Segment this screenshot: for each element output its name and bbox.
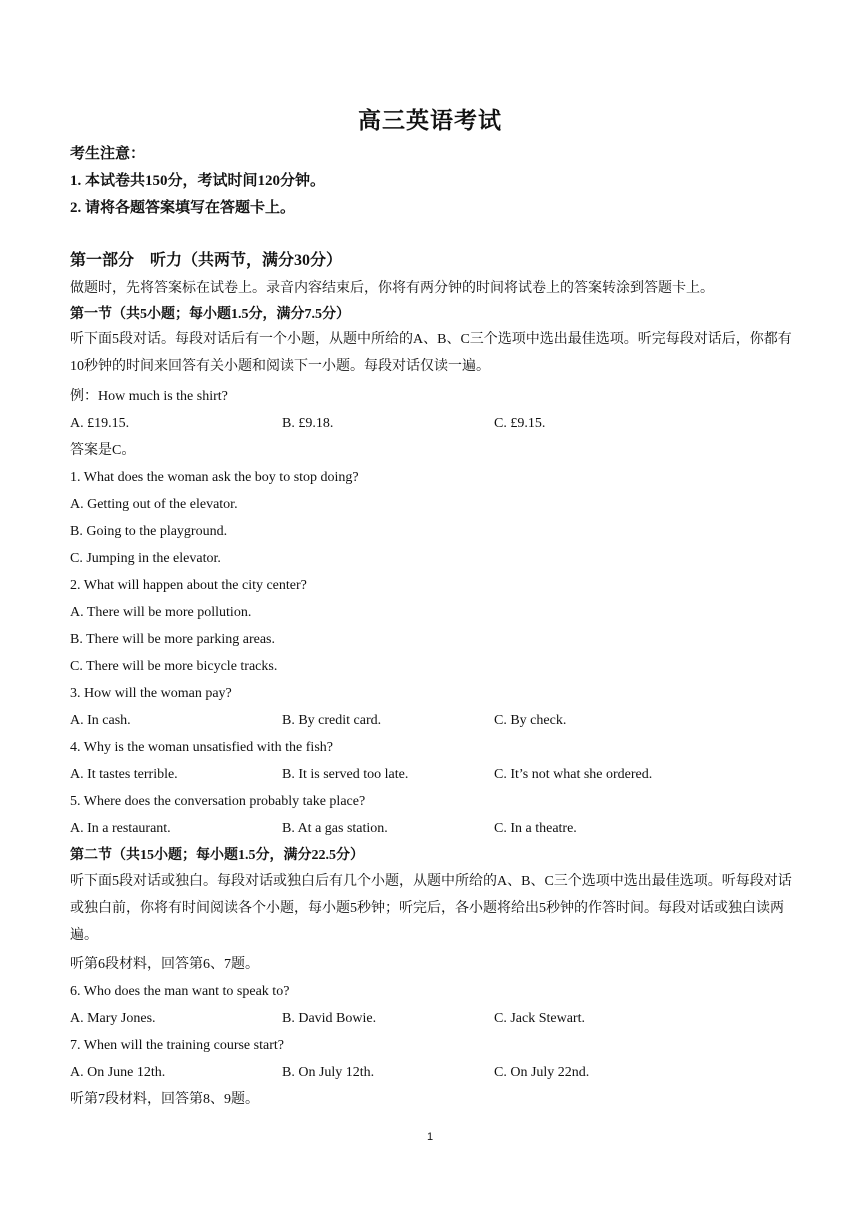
option-c: C. Jumping in the elevator. [70,551,221,566]
example-question: 例：How much is the shirt? [70,389,228,404]
option-c: C. On July 22nd. [494,1065,590,1080]
notice-item: 1. 本试卷共150分，考试时间120分钟。 [70,173,326,189]
part1-heading: 第一部分 听力（共两节，满分30分） [70,252,343,269]
material-note: 听第7段材料，回答第8、9题。 [70,1092,259,1107]
example-option-a: A. £19.15. [70,416,130,431]
notice-item: 2. 请将各题答案填写在答题卡上。 [70,200,296,216]
option-c: C. There will be more bicycle tracks. [70,659,278,674]
notice-heading: 考生注意： [70,146,146,162]
section2-heading: 第二节（共15小题；每小题1.5分，满分22.5分） [70,848,364,863]
question-text: 6. Who does the man want to speak to? [70,984,290,999]
option-b: B. David Bowie. [282,1011,377,1026]
section1-heading: 第一节（共5小题；每小题1.5分，满分7.5分） [70,307,350,322]
option-a: A. Getting out of the elevator. [70,497,238,512]
option-c: C. In a theatre. [494,821,577,836]
option-a: A. There will be more pollution. [70,605,252,620]
material-note: 听第6段材料，回答第6、7题。 [70,957,259,972]
section2-instruction: 听下面5段对话或独白。每段对话或独白后有几个小题，从题中所给的A、B、C三个选项中选出最佳选项。听每段对话或独白前，你将有时间阅读各个小题，每小题5秒钟；听完后，各小题将给出5秒钟的作答时间。每段对话或独白读两遍。 [70,874,792,943]
option-c: C. Jack Stewart. [494,1011,585,1026]
option-c: C. It’s not what she ordered. [494,767,653,782]
option-a: A. On June 12th. [70,1065,166,1080]
option-a: A. It tastes terrible. [70,767,178,782]
option-b: B. It is served too late. [282,767,409,782]
question-text: 7. When will the training course start? [70,1038,284,1053]
question-text: 5. Where does the conversation probably take place? [70,794,366,809]
option-c: C. By check. [494,713,567,728]
option-b: B. By credit card. [282,713,382,728]
exam-title: 高三英语考试 [358,108,502,133]
section1-instruction: 听下面5段对话。每段对话后有一个小题，从题中所给的A、B、C三个选项中选出最佳选项。听完每段对话后，你都有10秒钟的时间来回答有关小题和阅读下一小题。每段对话仅读一遍。 [70,332,792,374]
option-a: A. In cash. [70,713,131,728]
question-text: 1. What does the woman ask the boy to stop doing? [70,470,359,485]
option-b: B. At a gas station. [282,821,388,836]
example-option-b: B. £9.18. [282,416,334,431]
page-number: 1 [426,1131,434,1143]
part1-instruction: 做题时，先将答案标在试卷上。录音内容结束后，你将有两分钟的时间将试卷上的答案转涂到答题卡上。 [70,281,714,296]
question-text: 2. What will happen about the city center? [70,578,307,593]
example-answer: 答案是C。 [70,443,136,458]
example-option-c: C. £9.15. [494,416,546,431]
option-b: B. Going to the playground. [70,524,228,539]
option-b: B. There will be more parking areas. [70,632,276,647]
option-a: A. Mary Jones. [70,1011,156,1026]
question-text: 3. How will the woman pay? [70,686,232,701]
option-b: B. On July 12th. [282,1065,375,1080]
question-text: 4. Why is the woman unsatisfied with the fish? [70,740,333,755]
option-a: A. In a restaurant. [70,821,171,836]
